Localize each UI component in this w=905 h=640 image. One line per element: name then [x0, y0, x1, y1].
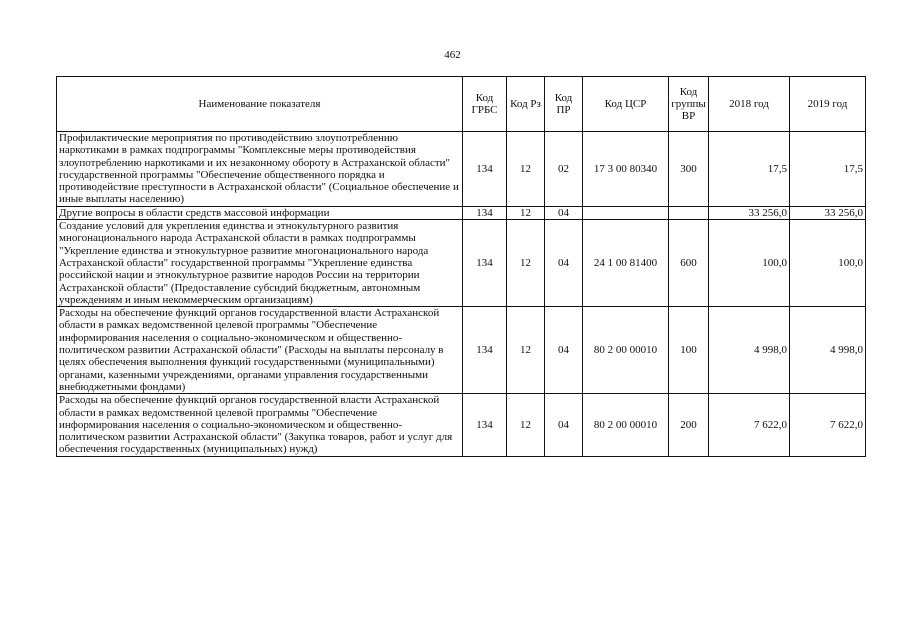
header-2018: 2018 год [709, 77, 790, 132]
table-header-row [57, 77, 866, 132]
row-pr: 04 [545, 394, 583, 456]
header-2019: 2019 год [790, 77, 866, 132]
header-pr: Код ПР [545, 77, 583, 132]
header-grbs: Код ГРБС [463, 77, 507, 132]
row-rz: 12 [507, 206, 545, 219]
row-vr: 300 [669, 132, 709, 207]
row-2019: 7 622,0 [790, 394, 866, 456]
row-2019: 100,0 [790, 220, 866, 307]
row-rz: 12 [507, 132, 545, 207]
row-grbs: 134 [463, 394, 507, 456]
row-name: Другие вопросы в области средств массовой информации [57, 206, 463, 219]
row-vr: 200 [669, 394, 709, 456]
row-2018: 4 998,0 [709, 307, 790, 394]
row-2018: 33 256,0 [709, 206, 790, 219]
row-vr [669, 206, 709, 219]
budget-table [56, 76, 866, 457]
row-2018: 7 622,0 [709, 394, 790, 456]
row-csr: 80 2 00 00010 [583, 307, 669, 394]
row-csr: 17 3 00 80340 [583, 132, 669, 207]
row-name: Расходы на обеспечение функций органов государственной власти Астраханской области в рамках ведомственной целевой программы "Обеспечение информирования населения о социально-экономическом и общественно-политическом развитии Астраханской области" (Расходы на выплаты персоналу в целях обеспечения выполнения функций государственными (муниципальными) органами, казенными учреждениями, органами управления государственными внебюджетными фондами) [57, 307, 463, 394]
row-vr: 600 [669, 220, 709, 307]
row-name: Расходы на обеспечение функций органов государственной власти Астраханской области в рамках ведомственной целевой программы "Обеспечение информирования населения о социально-экономическом и общественно-политическом развитии Астраханской области" (Закупка товаров, работ и услуг для обеспечения государственных (муниципальных) нужд) [57, 394, 463, 456]
row-2019: 4 998,0 [790, 307, 866, 394]
table-row [57, 307, 866, 394]
row-rz: 12 [507, 307, 545, 394]
header-vr: Код группы ВР [669, 77, 709, 132]
row-pr: 04 [545, 307, 583, 394]
row-rz: 12 [507, 220, 545, 307]
row-csr [583, 206, 669, 219]
row-2018: 17,5 [709, 132, 790, 207]
row-grbs: 134 [463, 220, 507, 307]
row-2019: 33 256,0 [790, 206, 866, 219]
header-name: Наименование показателя [57, 77, 463, 132]
row-name: Создание условий для укрепления единства и этнокультурного развития многонационального народа Астраханской области в рамках подпрограммы "Укрепление единства и этнокультурное развитие многонационального народа Астраханской области" государственной программы "Укрепление единства российской нации и этнокультурное развитие народов России на территории Астраханской области" (Предоставление субсидий бюджетным, автономным учреждениям и иным некоммерческим организациям) [57, 220, 463, 307]
row-name: Профилактические мероприятия по противодействию злоупотреблению наркотиками в рамках подпрограммы "Комплексные меры противодействия злоупотреблению наркотиками и их незаконному обороту в Астраханской области" государственной программы "Обеспечение общественного порядка и противодействие преступности в Астраханской области" (Социальное обеспечение и иные выплаты населению) [57, 132, 463, 207]
row-pr: 04 [545, 220, 583, 307]
row-rz: 12 [507, 394, 545, 456]
table-row [57, 206, 866, 219]
table-row [57, 394, 866, 456]
row-2018: 100,0 [709, 220, 790, 307]
row-2019: 17,5 [790, 132, 866, 207]
row-pr: 02 [545, 132, 583, 207]
row-csr: 24 1 00 81400 [583, 220, 669, 307]
header-rz: Код Рз [507, 77, 545, 132]
row-grbs: 134 [463, 206, 507, 219]
table-row [57, 220, 866, 307]
page-number: 462 [444, 49, 461, 61]
table-row [57, 132, 866, 207]
row-grbs: 134 [463, 132, 507, 207]
row-vr: 100 [669, 307, 709, 394]
header-csr: Код ЦСР [583, 77, 669, 132]
row-grbs: 134 [463, 307, 507, 394]
row-pr: 04 [545, 206, 583, 219]
row-csr: 80 2 00 00010 [583, 394, 669, 456]
